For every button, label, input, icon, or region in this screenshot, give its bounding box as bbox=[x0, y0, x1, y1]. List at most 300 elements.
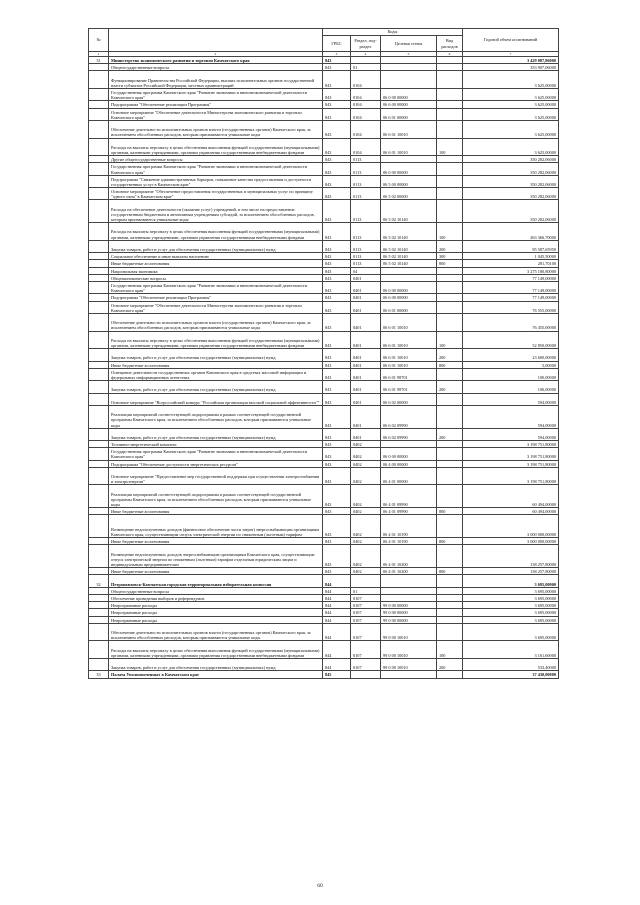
row-grbs-code: 843 bbox=[323, 515, 351, 538]
column-index: 6 bbox=[437, 52, 463, 57]
row-section-code: 0104 bbox=[351, 108, 381, 120]
row-target-article bbox=[381, 274, 437, 281]
row-amount: 60 494,00000 bbox=[463, 508, 559, 515]
row-target-article: 06 6 01 00000 bbox=[381, 108, 437, 120]
row-section-code: 0104 bbox=[351, 138, 381, 156]
row-target-article: 06 6 01 00000 bbox=[381, 301, 437, 313]
row-section-code: 0104 bbox=[351, 71, 381, 89]
row-section-code: 0107 bbox=[351, 609, 381, 616]
row-amount: 3 429 087,86000 bbox=[463, 57, 559, 64]
row-number bbox=[89, 349, 109, 361]
header-annual-volume: Годовой объем ассигнований bbox=[463, 29, 559, 52]
row-amount: 3 695,00000 bbox=[463, 609, 559, 616]
row-expense-type: 200 bbox=[437, 658, 463, 670]
row-expense-type: 800 bbox=[437, 538, 463, 545]
row-number bbox=[89, 267, 109, 274]
row-target-article: 06 6 00 00000 bbox=[381, 294, 437, 301]
row-expense-type bbox=[437, 71, 463, 89]
table-body bbox=[89, 57, 559, 679]
column-index: 7 bbox=[463, 52, 559, 57]
row-name: Топливно-энергетический комплекс bbox=[109, 441, 323, 448]
row-name: Палата Уполномоченных в Камчатском крае bbox=[109, 671, 323, 678]
row-target-article: 06 5 02 00000 bbox=[381, 188, 437, 200]
table-row bbox=[89, 467, 559, 485]
row-section-code: 01 bbox=[351, 587, 381, 594]
row-number bbox=[89, 88, 109, 100]
row-name: Государственная программа Камчатского края "Развитие экономики и внешнеэкономической деятельности Камчатского края" bbox=[109, 88, 323, 100]
row-expense-type bbox=[437, 313, 463, 331]
table-row bbox=[89, 253, 559, 260]
row-grbs-code: 844 bbox=[323, 575, 351, 587]
row-target-article: 99 0 00 00000 bbox=[381, 616, 437, 623]
row-section-code: 0402 bbox=[351, 485, 381, 508]
row-number bbox=[89, 368, 109, 380]
row-amount: 76 455,00000 bbox=[463, 313, 559, 331]
row-expense-type bbox=[437, 108, 463, 120]
row-amount: 3 161,60000 bbox=[463, 641, 559, 659]
table-row bbox=[89, 545, 559, 568]
row-section-code: 0401 bbox=[351, 368, 381, 380]
row-grbs-code: 843 bbox=[323, 331, 351, 349]
row-number bbox=[89, 508, 109, 515]
row-name: Другие общегосударственные вопросы bbox=[109, 156, 323, 163]
row-number bbox=[89, 120, 109, 138]
table-row bbox=[89, 240, 559, 252]
row-section-code: 0104 bbox=[351, 101, 381, 108]
row-grbs-code: 843 bbox=[323, 267, 351, 274]
row-section-code: 04 bbox=[351, 267, 381, 274]
row-name: Иные бюджетные ассигнования bbox=[109, 568, 323, 575]
row-amount: 23 600,00000 bbox=[463, 349, 559, 361]
table-row bbox=[89, 163, 559, 175]
row-name: Общеэкономические вопросы bbox=[109, 274, 323, 281]
column-index: 3 bbox=[323, 52, 351, 57]
table-row bbox=[89, 538, 559, 545]
row-section-code: 0402 bbox=[351, 441, 381, 448]
row-number bbox=[89, 361, 109, 368]
table-row bbox=[89, 381, 559, 393]
row-amount: 52 850,00000 bbox=[463, 331, 559, 349]
row-target-article: 99 0 00 00000 bbox=[381, 602, 437, 609]
row-target-article bbox=[381, 71, 437, 89]
row-target-article: 06 4 01 10190 bbox=[381, 515, 437, 538]
row-grbs-code: 843 bbox=[323, 460, 351, 467]
row-number bbox=[89, 545, 109, 568]
row-grbs-code: 845 bbox=[323, 671, 351, 678]
row-amount: 77 149,00000 bbox=[463, 274, 559, 281]
row-number bbox=[89, 64, 109, 71]
row-target-article: 99 0 00 00000 bbox=[381, 609, 437, 616]
row-number bbox=[89, 175, 109, 187]
header-section: Раздел, под-раздел bbox=[351, 36, 381, 52]
row-target-article: 06 6 01 10010 bbox=[381, 331, 437, 349]
row-target-article: 06 5 02 10140 bbox=[381, 223, 437, 241]
row-grbs-code: 844 bbox=[323, 595, 351, 602]
row-number bbox=[89, 460, 109, 467]
header-expense-type: Вид расходов bbox=[437, 36, 463, 52]
row-expense-type bbox=[437, 467, 463, 485]
table-row bbox=[89, 393, 559, 405]
table-row bbox=[89, 595, 559, 602]
row-expense-type bbox=[437, 301, 463, 313]
row-number bbox=[89, 658, 109, 670]
row-expense-type: 100 bbox=[437, 138, 463, 156]
row-section-code: 0107 bbox=[351, 602, 381, 609]
row-expense-type: 800 bbox=[437, 260, 463, 267]
row-target-article: 06 5 02 10140 bbox=[381, 240, 437, 252]
row-grbs-code: 843 bbox=[323, 64, 351, 71]
row-expense-type bbox=[437, 671, 463, 678]
row-target-article: 06 5 00 00000 bbox=[381, 175, 437, 187]
table-row bbox=[89, 71, 559, 89]
row-grbs-code: 843 bbox=[323, 274, 351, 281]
row-amount: 594,00000 bbox=[463, 405, 559, 428]
row-section-code bbox=[351, 57, 381, 64]
table-row bbox=[89, 188, 559, 200]
row-amount: 60 494,00000 bbox=[463, 485, 559, 508]
row-section-code: 0401 bbox=[351, 313, 381, 331]
table-row bbox=[89, 331, 559, 349]
row-section-code: 0107 bbox=[351, 616, 381, 623]
row-amount: 281,70100 bbox=[463, 260, 559, 267]
row-grbs-code: 843 bbox=[323, 301, 351, 313]
row-amount: 350 282,06000 bbox=[463, 188, 559, 200]
row-expense-type bbox=[437, 200, 463, 223]
row-grbs-code: 843 bbox=[323, 508, 351, 515]
table-row bbox=[89, 568, 559, 575]
row-section-code: 0401 bbox=[351, 294, 381, 301]
table-row bbox=[89, 267, 559, 274]
row-number bbox=[89, 602, 109, 609]
row-expense-type: 100 bbox=[437, 641, 463, 659]
row-section-code: 0401 bbox=[351, 331, 381, 349]
row-grbs-code: 843 bbox=[323, 188, 351, 200]
row-target-article bbox=[381, 595, 437, 602]
row-expense-type bbox=[437, 595, 463, 602]
row-grbs-code: 843 bbox=[323, 393, 351, 405]
row-section-code: 0113 bbox=[351, 253, 381, 260]
row-section-code: 0401 bbox=[351, 428, 381, 440]
row-amount: 3 000 000,00000 bbox=[463, 515, 559, 538]
row-number bbox=[89, 485, 109, 508]
row-name: Закупка товаров, работ и услуг для обеспечения государственных (муниципальных) нужд bbox=[109, 658, 323, 670]
row-name: Основное мероприятие "Предоставление мер государственной поддержки при осуществлении электроснабжения и электроэнергии" bbox=[109, 467, 323, 485]
row-grbs-code: 843 bbox=[323, 108, 351, 120]
table-row bbox=[89, 175, 559, 187]
row-grbs-code: 843 bbox=[323, 282, 351, 294]
row-amount: 594,00000 bbox=[463, 393, 559, 405]
row-expense-type bbox=[437, 368, 463, 380]
row-expense-type: 200 bbox=[437, 381, 463, 393]
row-target-article: 06 4 01 10200 bbox=[381, 545, 437, 568]
row-section-code: 0113 bbox=[351, 156, 381, 163]
row-grbs-code: 844 bbox=[323, 609, 351, 616]
row-name: Министерство экономического развития и торговли Камчатского края bbox=[109, 57, 323, 64]
row-grbs-code: 844 bbox=[323, 658, 351, 670]
row-expense-type bbox=[437, 57, 463, 64]
row-grbs-code: 843 bbox=[323, 381, 351, 393]
table-row bbox=[89, 460, 559, 467]
row-name: Петропавловск-Камчатская городская территориальная избирательная комиссия bbox=[109, 575, 323, 587]
row-section-code: 0402 bbox=[351, 467, 381, 485]
table-row bbox=[89, 602, 559, 609]
row-grbs-code: 843 bbox=[323, 568, 351, 575]
row-section-code: 0401 bbox=[351, 282, 381, 294]
row-target-article: 06 6 02 09990 bbox=[381, 428, 437, 440]
row-grbs-code: 843 bbox=[323, 313, 351, 331]
row-target-article bbox=[381, 575, 437, 587]
row-target-article: 99 0 00 10010 bbox=[381, 658, 437, 670]
row-amount: 37 430,00000 bbox=[463, 671, 559, 678]
row-amount: 100,00000 bbox=[463, 368, 559, 380]
row-grbs-code: 844 bbox=[323, 616, 351, 623]
table-header bbox=[89, 29, 559, 57]
row-number bbox=[89, 71, 109, 89]
row-number bbox=[89, 641, 109, 659]
row-number bbox=[89, 313, 109, 331]
row-name: Иные бюджетные ассигнования bbox=[109, 508, 323, 515]
row-section-code: 0104 bbox=[351, 88, 381, 100]
row-target-article: 06 0 00 00000 bbox=[381, 448, 437, 460]
header-name bbox=[109, 29, 323, 52]
header-number: № bbox=[89, 29, 109, 52]
row-name: Непрограммные расходы bbox=[109, 616, 323, 623]
row-amount: 3 625,00000 bbox=[463, 71, 559, 89]
row-number bbox=[89, 156, 109, 163]
row-expense-type: 200 bbox=[437, 240, 463, 252]
row-expense-type: 200 bbox=[437, 428, 463, 440]
row-expense-type bbox=[437, 267, 463, 274]
table-row bbox=[89, 120, 559, 138]
row-target-article bbox=[381, 57, 437, 64]
row-section-code bbox=[351, 575, 381, 587]
row-name: Государственная программа Камчатского края "Развитие экономики и внешнеэкономической деятельности Камчатского края" bbox=[109, 282, 323, 294]
row-grbs-code: 843 bbox=[323, 485, 351, 508]
row-name: Социальное обеспечение и иные выплаты населению bbox=[109, 253, 323, 260]
row-target-article: 06 4 01 00000 bbox=[381, 467, 437, 485]
row-expense-type: 200 bbox=[437, 349, 463, 361]
row-number bbox=[89, 260, 109, 267]
table-row bbox=[89, 368, 559, 380]
row-amount: 3 625,00000 bbox=[463, 120, 559, 138]
row-amount: 533,40000 bbox=[463, 658, 559, 670]
row-amount: 3 625,00000 bbox=[463, 88, 559, 100]
row-amount: 3 625,00000 bbox=[463, 101, 559, 108]
row-expense-type bbox=[437, 602, 463, 609]
row-amount: 3 198 751,80000 bbox=[463, 441, 559, 448]
row-section-code: 0107 bbox=[351, 641, 381, 659]
column-index: 4 bbox=[351, 52, 381, 57]
row-grbs-code: 843 bbox=[323, 428, 351, 440]
table-row bbox=[89, 101, 559, 108]
table-row bbox=[89, 441, 559, 448]
row-grbs-code: 843 bbox=[323, 448, 351, 460]
row-number bbox=[89, 200, 109, 223]
row-name: Расходы на выплаты персоналу в целях обеспечения выполнения функций государственными (муниципальными) органами, казенными учреждениями, органами управления государственными внебюджетными фондами bbox=[109, 641, 323, 659]
row-amount: 3 625,00000 bbox=[463, 108, 559, 120]
row-name: Возмещение недополученных доходов (финансовое обеспечение части затрат) энергоснабжающим организациям Камчатского края, осуществляющим отпуск электрической энергии по сниженным (льготным) тарифам bbox=[109, 515, 323, 538]
row-expense-type bbox=[437, 188, 463, 200]
row-name: Расходы на выплаты персоналу в целях обеспечения выполнения функций государственными (муниципальными) органами, казенными учреждениями, органами управления государственными внебюджетными фондами bbox=[109, 331, 323, 349]
row-amount: 263 366,70000 bbox=[463, 223, 559, 241]
row-expense-type bbox=[437, 156, 463, 163]
row-number bbox=[89, 282, 109, 294]
row-number bbox=[89, 515, 109, 538]
row-grbs-code: 843 bbox=[323, 223, 351, 241]
header-grbs: ГРБС bbox=[323, 36, 351, 52]
table-row bbox=[89, 361, 559, 368]
row-target-article: 06 4 01 09990 bbox=[381, 485, 437, 508]
row-target-article: 06 6 01 10010 bbox=[381, 313, 437, 331]
row-name: Освещение деятельности государственных органов Камчатского края в средствах массовой информации и федеральных информационных агентствах bbox=[109, 368, 323, 380]
row-grbs-code: 843 bbox=[323, 405, 351, 428]
row-amount: 350 282,06000 bbox=[463, 175, 559, 187]
row-amount: 3 198 751,80000 bbox=[463, 460, 559, 467]
header-codes: Коды bbox=[323, 29, 463, 36]
row-grbs-code: 844 bbox=[323, 623, 351, 641]
table-row bbox=[89, 405, 559, 428]
row-expense-type bbox=[437, 64, 463, 71]
table-row bbox=[89, 108, 559, 120]
row-number bbox=[89, 108, 109, 120]
table-row bbox=[89, 349, 559, 361]
row-grbs-code: 843 bbox=[323, 253, 351, 260]
row-amount: 3 695,00000 bbox=[463, 595, 559, 602]
row-target-article bbox=[381, 441, 437, 448]
row-grbs-code: 843 bbox=[323, 368, 351, 380]
row-number bbox=[89, 467, 109, 485]
row-number bbox=[89, 331, 109, 349]
row-number bbox=[89, 587, 109, 594]
row-target-article: 06 4 00 00000 bbox=[381, 460, 437, 467]
row-section-code: 0401 bbox=[351, 274, 381, 281]
row-amount: 350 282,06000 bbox=[463, 156, 559, 163]
row-section-code: 0402 bbox=[351, 448, 381, 460]
row-expense-type bbox=[437, 282, 463, 294]
row-section-code: 0401 bbox=[351, 301, 381, 313]
row-grbs-code: 843 bbox=[323, 200, 351, 223]
row-target-article: 06 4 01 10190 bbox=[381, 538, 437, 545]
row-number: 31 bbox=[89, 57, 109, 64]
row-number bbox=[89, 568, 109, 575]
row-name: Государственная программа Камчатского края "Развитие экономики и внешнеэкономической деятельности Камчатского края" bbox=[109, 448, 323, 460]
row-amount: 85 587,65950 bbox=[463, 240, 559, 252]
row-name: Основное мероприятие "Всероссийский конкурс "Российская организация высокой социальной эффективности"" bbox=[109, 393, 323, 405]
row-target-article bbox=[381, 156, 437, 163]
row-grbs-code: 843 bbox=[323, 294, 351, 301]
row-number bbox=[89, 428, 109, 440]
row-name: Расходы на выплаты персоналу в целях обеспечения выполнения функций государственными (муниципальными) органами, казенными учреждениями, органами управления государственными внебюджетными фондами bbox=[109, 138, 323, 156]
row-amount: 77 149,00000 bbox=[463, 294, 559, 301]
row-target-article: 06 5 02 10140 bbox=[381, 260, 437, 267]
row-target-article: 06 5 02 10140 bbox=[381, 253, 437, 260]
row-grbs-code: 843 bbox=[323, 71, 351, 89]
row-section-code: 0401 bbox=[351, 405, 381, 428]
row-amount: 350 282,06000 bbox=[463, 200, 559, 223]
row-number bbox=[89, 101, 109, 108]
row-expense-type bbox=[437, 448, 463, 460]
row-name: Закупка товаров, работ и услуг для обеспечения государственных (муниципальных) нужд bbox=[109, 381, 323, 393]
row-grbs-code: 843 bbox=[323, 175, 351, 187]
row-name: Непрограммные расходы bbox=[109, 609, 323, 616]
row-number bbox=[89, 623, 109, 641]
table-row bbox=[89, 88, 559, 100]
row-target-article bbox=[381, 267, 437, 274]
row-number bbox=[89, 223, 109, 241]
row-target-article: 06 6 00 00000 bbox=[381, 101, 437, 108]
table-row bbox=[89, 616, 559, 623]
row-expense-type bbox=[437, 485, 463, 508]
row-grbs-code: 844 bbox=[323, 641, 351, 659]
row-section-code: 0401 bbox=[351, 393, 381, 405]
row-number bbox=[89, 595, 109, 602]
row-number bbox=[89, 274, 109, 281]
table-row bbox=[89, 223, 559, 241]
row-name: Иные бюджетные ассигнования bbox=[109, 260, 323, 267]
column-index: 5 bbox=[381, 52, 437, 57]
row-section-code: 0104 bbox=[351, 120, 381, 138]
row-amount: 100,00000 bbox=[463, 381, 559, 393]
row-name: Подпрограмма "Обеспечение реализации Программы" bbox=[109, 294, 323, 301]
row-section-code: 0113 bbox=[351, 188, 381, 200]
row-name: Иные бюджетные ассигнования bbox=[109, 538, 323, 545]
row-amount: 3 198 751,80000 bbox=[463, 448, 559, 460]
row-number bbox=[89, 381, 109, 393]
column-index: 1 bbox=[89, 52, 109, 57]
row-expense-type bbox=[437, 441, 463, 448]
row-expense-type bbox=[437, 623, 463, 641]
row-target-article: 06 0 00 00000 bbox=[381, 163, 437, 175]
row-expense-type bbox=[437, 101, 463, 108]
table-row bbox=[89, 641, 559, 659]
row-target-article: 06 6 01 10010 bbox=[381, 361, 437, 368]
row-section-code: 0107 bbox=[351, 658, 381, 670]
table-row bbox=[89, 587, 559, 594]
row-target-article bbox=[381, 587, 437, 594]
row-number bbox=[89, 441, 109, 448]
row-expense-type bbox=[437, 120, 463, 138]
row-amount: 3 275 180,80000 bbox=[463, 267, 559, 274]
table-row bbox=[89, 200, 559, 223]
row-amount: 3 695,00000 bbox=[463, 623, 559, 641]
row-grbs-code: 844 bbox=[323, 602, 351, 609]
table-row bbox=[89, 671, 559, 678]
row-amount: 1 045,50000 bbox=[463, 253, 559, 260]
row-name: Обеспечение деятельности исполнительных органов власти (государственных органов) Камчатского края, за исключением обособленных расходов, которым присваиваются уникальные коды bbox=[109, 313, 323, 331]
row-section-code: 0402 bbox=[351, 538, 381, 545]
table-row bbox=[89, 294, 559, 301]
table-row bbox=[89, 428, 559, 440]
row-number bbox=[89, 294, 109, 301]
row-section-code: 0113 bbox=[351, 260, 381, 267]
row-number bbox=[89, 609, 109, 616]
row-section-code: 0113 bbox=[351, 200, 381, 223]
row-target-article: 06 0 00 00000 bbox=[381, 88, 437, 100]
row-name: Обеспечение деятельности исполнительных органов власти (государственных органов) Камчатского края, за исключением обособленных расходов, которым присваиваются уникальные коды bbox=[109, 120, 323, 138]
row-grbs-code: 843 bbox=[323, 361, 351, 368]
row-number: 32 bbox=[89, 575, 109, 587]
row-target-article: 06 6 01 98701 bbox=[381, 368, 437, 380]
row-target-article: 06 6 01 98701 bbox=[381, 381, 437, 393]
table-row bbox=[89, 156, 559, 163]
row-section-code: 0113 bbox=[351, 240, 381, 252]
row-name: Закупка товаров, работ и услуг для обеспечения государственных (муниципальных) нужд bbox=[109, 349, 323, 361]
row-name: Иные бюджетные ассигнования bbox=[109, 361, 323, 368]
row-name: Расходы на выплаты персоналу в целях обеспечения выполнения функций государственными (муниципальными) органами, казенными учреждениями, органами управления государственными внебюджетными фондами bbox=[109, 223, 323, 241]
row-amount: 3 198 751,80000 bbox=[463, 467, 559, 485]
row-grbs-code: 843 bbox=[323, 120, 351, 138]
row-target-article: 06 6 01 10010 bbox=[381, 138, 437, 156]
